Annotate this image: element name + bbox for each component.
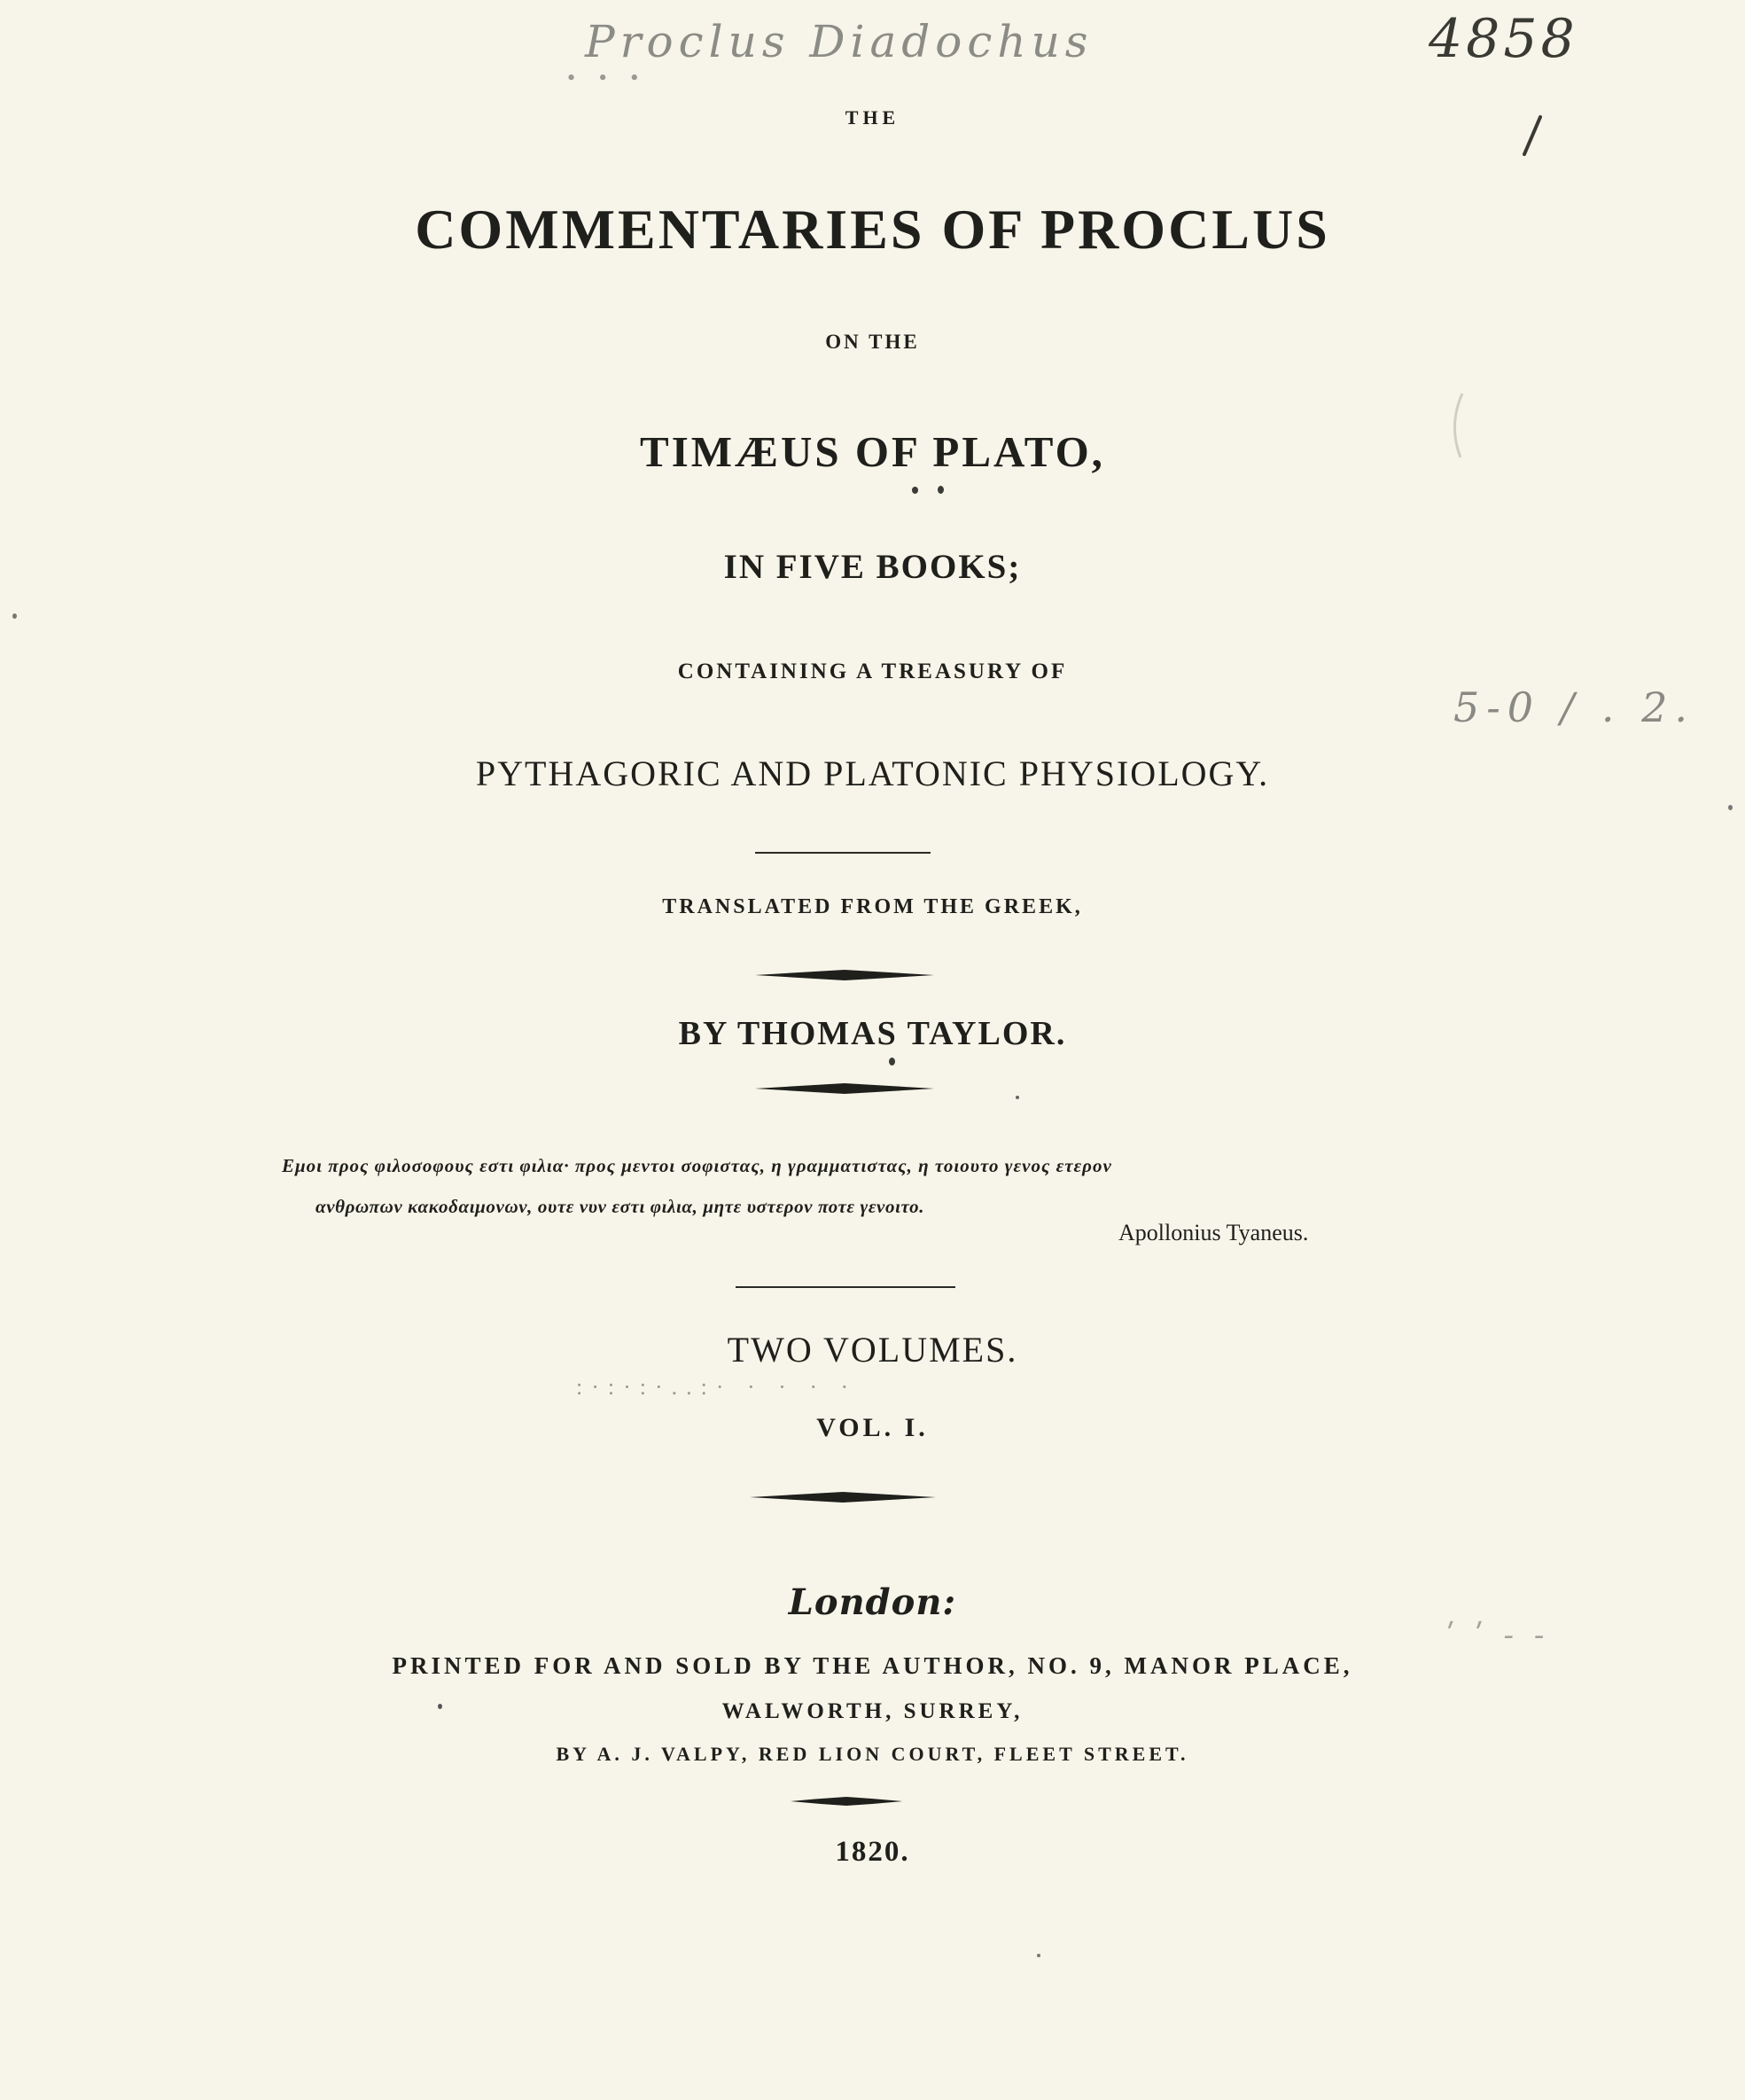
- paper-speck: [12, 613, 17, 619]
- handwritten-shelfmark: 4858: [1429, 8, 1578, 70]
- greek-epigraph-line-1: Εμοι προς φιλοσοφους εστι φιλια· προς μεντοι σοφιστας, η γραμματιστας, η τοιουτο γενος ετερον: [282, 1155, 1112, 1176]
- physiology-line: PYTHAGORIC AND PLATONIC PHYSIOLOGY.: [475, 753, 1270, 793]
- volume-number: VOL. I.: [816, 1413, 929, 1442]
- epigraph-attribution: Apollonius Tyaneus.: [1118, 1220, 1309, 1245]
- ornamental-rule: [755, 969, 934, 981]
- paper-speck: [438, 1704, 442, 1709]
- author-line: BY THOMAS TAYLOR.: [678, 1015, 1067, 1052]
- faint-show-through-marks: :·:·:·..:· · · · ·: [576, 1374, 858, 1400]
- ink-dot: [912, 487, 918, 494]
- handwritten-signature: Proclus Diadochus: [585, 16, 1094, 67]
- imprint-line-1: PRINTED FOR AND SOLD BY THE AUTHOR, NO. 9, MANOR PLACE,: [392, 1652, 1353, 1679]
- paper-speck: [1728, 805, 1733, 810]
- translated-line: TRANSLATED FROM THE GREEK,: [662, 895, 1083, 918]
- ink-dot: [938, 486, 944, 494]
- greek-epigraph-line-2: ανθρωπων κακοδαιμονων, ουτε νυν εστι φιλια, μητε υστερον ποτε γενοιτο.: [316, 1196, 925, 1217]
- imprint-line-2: WALWORTH, SURREY,: [721, 1699, 1024, 1723]
- faint-pencil-mark: ʹ ʹ ‐ ‐: [1446, 1618, 1550, 1653]
- main-title: COMMENTARIES OF PROCLUS: [415, 198, 1330, 261]
- title-on-the: ON THE: [825, 331, 920, 353]
- publication-year: 1820.: [835, 1836, 910, 1868]
- containing-line: CONTAINING A TREASURY OF: [677, 660, 1068, 683]
- ornamental-rule: [750, 1491, 936, 1503]
- ink-specks: • • •: [567, 65, 648, 90]
- handwritten-pencil-note: 5-0 / . 2.: [1453, 683, 1694, 731]
- books-count: IN FIVE BOOKS;: [723, 548, 1022, 586]
- paper-speck: [1016, 1096, 1019, 1099]
- ink-dot: [889, 1058, 895, 1066]
- volumes-line: TWO VOLUMES.: [727, 1330, 1018, 1370]
- paper-speck: [1037, 1954, 1040, 1957]
- ornamental-rule: [755, 1082, 934, 1095]
- divider-rule: [755, 852, 931, 854]
- imprint-line-3: BY A. J. VALPY, RED LION COURT, FLEET STREET.: [556, 1743, 1189, 1765]
- imprint-city: London:: [788, 1581, 957, 1623]
- title-the: THE: [845, 106, 900, 129]
- ornamental-rule: [791, 1796, 902, 1807]
- divider-rule: [736, 1286, 955, 1288]
- subject-title: TIMÆUS OF PLATO,: [640, 427, 1105, 476]
